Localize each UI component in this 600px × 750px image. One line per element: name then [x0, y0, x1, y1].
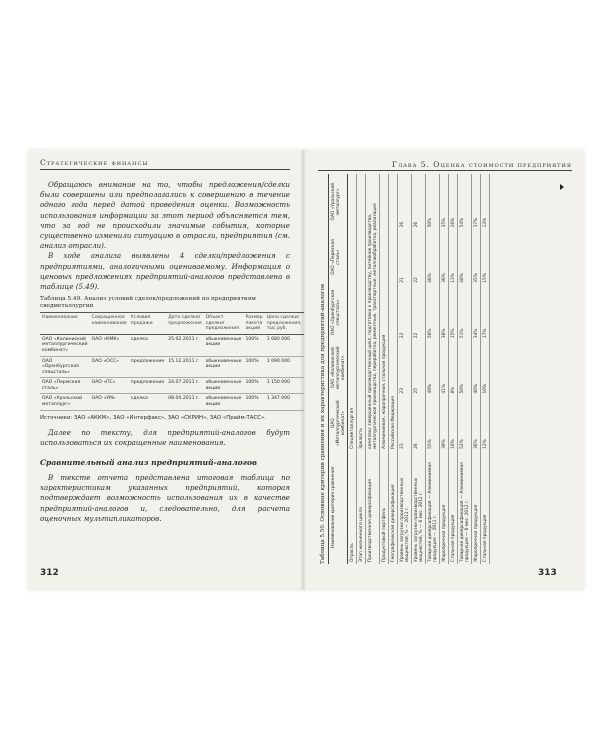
cell: 34%	[472, 285, 481, 340]
cell: 100%	[243, 334, 264, 356]
cell: Алюминиевая, жаропрочная, стальная продукция	[380, 174, 389, 451]
cell: Этап жизненного цикла	[357, 451, 366, 564]
header-rule-right	[318, 170, 572, 171]
cell: 25	[412, 340, 426, 395]
cell: 1 090 000	[265, 356, 304, 378]
table-row	[40, 334, 304, 356]
table-row	[40, 356, 304, 378]
cell: 22	[412, 229, 426, 284]
cell: 36%	[440, 285, 449, 340]
cell: 1 680 000	[265, 334, 304, 356]
cell: 22	[412, 285, 426, 340]
table-row	[449, 174, 458, 564]
left-page	[40, 158, 302, 524]
running-head-left: Стратегические финансы	[40, 158, 149, 167]
table-550	[328, 174, 490, 564]
cell: ОАО «Пермская сталь»	[40, 378, 90, 394]
cell: 51%	[458, 285, 472, 340]
cell: 26	[412, 395, 426, 450]
cell: 39%	[440, 395, 449, 450]
cell: 49%	[426, 340, 440, 395]
cell: 40%	[472, 340, 481, 395]
running-head-right: Глава 5. Оценка стоимости предприятия	[392, 160, 572, 169]
cell: предложение	[129, 378, 166, 394]
cell: Продуктовый портфель	[380, 451, 389, 564]
th-stake: Размер пакета акций	[243, 313, 264, 335]
cell: 16%	[449, 174, 458, 229]
cell: Зрелость	[357, 174, 366, 451]
cell: обыкновенные акции	[204, 394, 244, 410]
rotated-table-container	[318, 174, 568, 564]
cell: 17%	[481, 285, 490, 340]
cell: Географическая диверсификация	[389, 451, 398, 564]
cell: 24.07.2011 г.	[166, 378, 203, 394]
table-row	[398, 174, 412, 564]
cell: ОАО «ОСС»	[90, 356, 129, 378]
cell: ОАО «Оренбургская спецсталь»	[40, 356, 90, 378]
paragraph-4: В тексте отчета представлена итоговая таблица по характеристикам указанных предприятий, которая подтверждает возможность использования их в качестве предприятий-аналогов и, следовательно, для расчета оценочных мультипликаторов.	[40, 473, 290, 523]
cell: Производственная диверсификация	[366, 451, 380, 564]
th-conditions: Условия продажи	[129, 313, 166, 335]
cell: 41%	[440, 340, 449, 395]
cell: 48%	[458, 229, 472, 284]
cell: Стальная продукция	[481, 451, 490, 564]
cell: 23	[398, 340, 412, 395]
table-row	[40, 394, 304, 410]
page-number-left: 312	[40, 568, 59, 578]
cell: 10%	[449, 395, 458, 450]
header-rule	[40, 169, 290, 170]
cell: предложение	[129, 356, 166, 378]
cell: 22	[398, 285, 412, 340]
cell: 35%	[472, 229, 481, 284]
cell: 100%	[243, 378, 264, 394]
cell: сделка	[129, 334, 166, 356]
cell: Уровень загрузки производственных мощностей, % — 2011 г.	[398, 451, 412, 564]
cell: 35%	[440, 174, 449, 229]
cell: 1 347 000	[265, 394, 304, 410]
paragraph-2: В ходе анализа выявлены 4 сделки/предложения с предприятиями, аналогичными оцениваемому. Информация о ценовых предложениях предприятий-аналогов представлена в таблице (5.49).	[40, 251, 290, 292]
table-549-caption: Таблица 5.49. Анализ условий сделок/предложений по предприятиям сведметаллургии	[40, 296, 256, 310]
cell: 100%	[243, 356, 264, 378]
cell: 12%	[481, 395, 490, 450]
cell: обыкновенные акции	[204, 356, 244, 378]
cell: 10%	[481, 340, 490, 395]
cell: 52%	[458, 395, 472, 450]
cell: 50%	[426, 285, 440, 340]
cell: ОАО «КМК»	[90, 334, 129, 356]
th-name: Наименование	[40, 313, 90, 335]
cell: 8%	[449, 340, 458, 395]
cell: 50%	[458, 340, 472, 395]
cell: Спецметаллургия	[348, 174, 357, 451]
cell: Уровень загрузки производственных мощностей, % — 6 мес. 2012 г.	[412, 451, 426, 564]
th-price: Цена сделки/предложения, тыс руб.	[265, 313, 304, 335]
th-company: ОАО «Оренбургская спецсталь»	[329, 285, 348, 340]
cell: Товарная диверсификация — Алюминиевая продукция — 6 мес. 2012 г.	[458, 451, 472, 564]
table-row	[389, 174, 398, 564]
cell: Жаропрочная продукция	[472, 451, 481, 564]
cell: Товарная диверсификация — Алюминиевая продукция — 2011 г.	[426, 451, 440, 564]
table-row	[380, 174, 389, 564]
table-550-caption: Таблица 5.50. Основные критерии сравнения и их характеристика для предприятий-аналогов	[320, 283, 326, 564]
table-row	[481, 174, 490, 564]
table-row	[366, 174, 380, 564]
cell: 23	[398, 395, 412, 450]
th-short: Сокращенное наименование	[90, 313, 129, 335]
th-company: ОАО «Калиниский металлургический комбинат»	[329, 340, 348, 395]
cell: 13%	[449, 229, 458, 284]
cell: 46%	[426, 229, 440, 284]
th-company: ОАО «Уральский металлург»	[329, 174, 348, 229]
cell: 36%	[440, 229, 449, 284]
cell: Отрасль	[348, 451, 357, 564]
cell: 13%	[481, 174, 490, 229]
table-row	[472, 174, 481, 564]
table-row	[40, 378, 304, 394]
cell: Жаропрочная продукция	[440, 451, 449, 564]
cell: обыкновенные акции	[204, 378, 244, 394]
cell: 37%	[472, 174, 481, 229]
th-criterion: Наименование критерия сравнения	[329, 451, 348, 564]
cell: сделка	[129, 394, 166, 410]
cell: 15%	[481, 229, 490, 284]
th-company: ОАО «Пермская сталь»	[329, 229, 348, 284]
cell: 25.02.2011 г.	[166, 334, 203, 356]
cell: комплекс завершенный производственный цикл, подготовка к производству, литейное производство, металлургическое производство, переработка, ремонтные, транспортные, металлообработка, реализация	[366, 174, 380, 451]
cell: обыкновенные акции	[204, 334, 244, 356]
cell: ОАО «Уральский металлург»	[40, 394, 90, 410]
page-number-right: 313	[538, 568, 557, 578]
cell: 15.12.2011 г.	[166, 356, 203, 378]
cell: 50%	[426, 174, 440, 229]
table-sources: Источники: ЗАО «АККМ», ЗАО «Интерфакс», ЗАО «СКРИН», ЗАО «Прайм-ТАСС».	[40, 414, 267, 421]
cell: 26	[412, 174, 426, 229]
table-row	[357, 174, 366, 564]
cell: ОАО «ПС»	[90, 378, 129, 394]
cell: 08.04.2011 г.	[166, 394, 203, 410]
paragraph-1: Обращаюсь внимание на то, чтобы предложения/сделки были совершены или предполагались к совершению в течение одного года перед датой проведения оценки. Возможность использования информации за этот период объясняется тем, что за год не происходили значимые события, которые существенно изменили ситуацию в отрасли, предприятия (см. анализ отрасли).	[40, 180, 290, 251]
table-549	[40, 312, 304, 410]
cell: 26	[398, 174, 412, 229]
cell: Российская Федерация	[389, 174, 398, 451]
cell: Стальная продукция	[449, 451, 458, 564]
cell: 21	[398, 229, 412, 284]
cell: 36%	[472, 395, 481, 450]
cell: 55%	[426, 395, 440, 450]
cell: 15%	[449, 285, 458, 340]
table-row	[348, 174, 357, 564]
th-company: ОАО «Металлургический комбинат»	[329, 395, 348, 450]
cell: 100%	[243, 394, 264, 410]
cell: ОАО «Калиниский металлургический комбинат»	[40, 334, 90, 356]
table-row	[458, 174, 472, 564]
cell: ОАО «УМ»	[90, 394, 129, 410]
table-row	[412, 174, 426, 564]
th-object: Объект сделки/предложения	[204, 313, 244, 335]
section-heading: Сравнительный анализ предприятий-аналогов	[40, 458, 258, 468]
cell: 54%	[458, 174, 472, 229]
table-row	[440, 174, 449, 564]
th-date: Дата сделки/предложения	[166, 313, 203, 335]
rotated-table-area	[318, 174, 568, 564]
cell: 1 150 000	[265, 378, 304, 394]
paragraph-3: Далее по тексту, для предприятий-аналогов будут использоваться их сокращенные наименования.	[40, 427, 290, 447]
table-row	[426, 174, 440, 564]
